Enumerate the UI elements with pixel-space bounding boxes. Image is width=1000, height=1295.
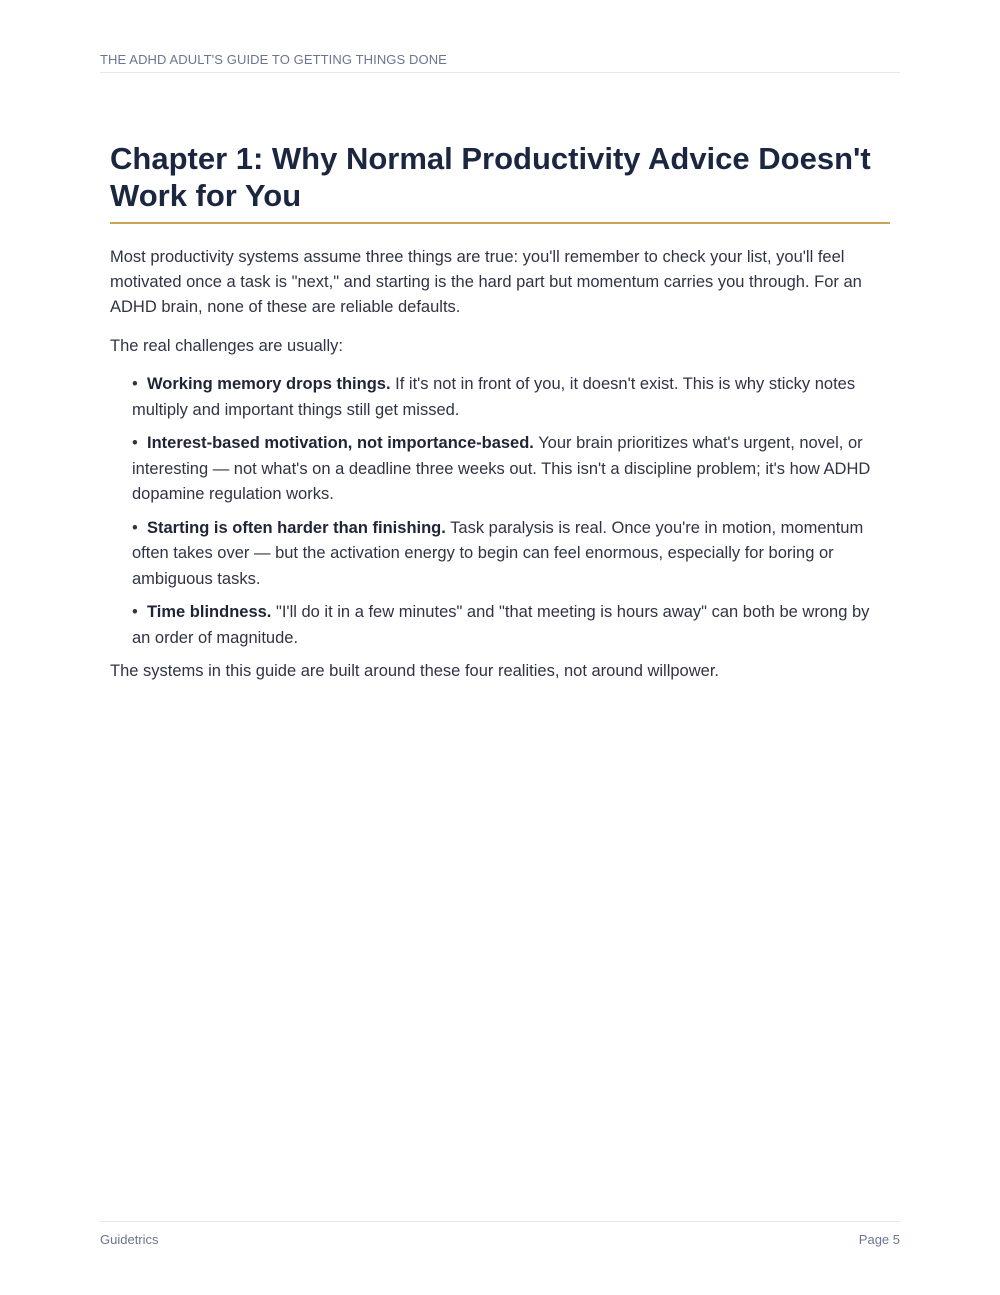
bullet-icon: •: [132, 375, 138, 393]
running-footer: [100, 1221, 900, 1247]
page-number: Page 5: [858, 1232, 900, 1247]
list-item-text: If it's not in front of you, it doesn't exist. This is why sticky notes multiply and important things still get missed.: [132, 375, 856, 419]
list-item-text: Your brain prioritizes what's urgent, novel, or interesting — not what's on a deadline three weeks out. This isn't a discipline problem; it's how ADHD dopamine regulation works.: [132, 434, 871, 503]
list-item: [132, 431, 890, 508]
bullet-icon: •: [132, 603, 138, 621]
list-item-heading: Working memory drops things.: [147, 375, 391, 393]
bullet-icon: •: [132, 518, 138, 537]
challenges-lead: The real challenges are usually:: [110, 337, 343, 355]
list-item: [132, 516, 890, 593]
list-item: [132, 600, 890, 651]
intro-paragraph: Most productivity systems assume three things are true: you'll remember to check your list, you'll feel motivated once a task is "next," and starting is the hard part but momentum carries you through. For an ADHD brain, none of these are reliable defaults.: [110, 248, 862, 316]
list-item-heading: Interest-based motivation, not importance-based.: [147, 434, 534, 452]
closing-paragraph: The systems in this guide are built around these four realities, not around willpower.: [110, 662, 719, 680]
list-item-text: Task paralysis is real. Once you're in motion, momentum often takes over — but the activation energy to begin can feel enormous, especially for boring or ambiguous tasks.: [132, 518, 864, 588]
list-item-text: "I'll do it in a few minutes" and "that meeting is hours away" can both be wrong by an order of magnitude.: [132, 603, 870, 647]
list-item-heading: Time blindness.: [147, 603, 272, 621]
chapter-content: [110, 140, 890, 684]
footer-brand: Guidetrics: [100, 1232, 159, 1247]
running-header-title: THE ADHD ADULT'S GUIDE TO GETTING THINGS DONE: [100, 52, 447, 67]
challenge-list: [110, 372, 890, 651]
bullet-icon: •: [132, 434, 138, 452]
chapter-title: Chapter 1: Why Normal Productivity Advice Doesn't Work for You: [110, 140, 890, 224]
running-header: [100, 52, 900, 73]
list-item-heading: Starting is often harder than finishing.: [147, 518, 446, 537]
list-item: [132, 372, 890, 423]
